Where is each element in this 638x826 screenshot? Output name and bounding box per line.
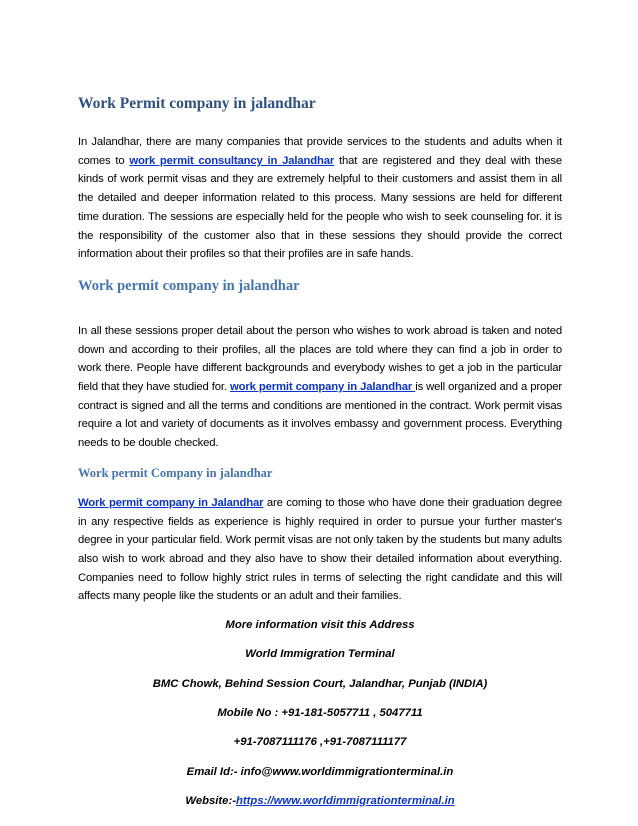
work-permit-company-link[interactable]: work permit company in Jalandhar <box>229 381 416 394</box>
website-line <box>78 791 562 820</box>
main-heading: Work Permit company in jalandhar <box>78 95 316 112</box>
paragraph-graduates-text-after: are coming to those who have done their graduation degree in any respective fields as experience is highly required in order to pursue your further master's degree in your particular field. Work permit visas are not only taken by the students but many adults also wish to work abroad and they also have to show their detailed information about everything. Companies need to follow highly strict rules in terms of selecting the right candidate and this will affects many people like the students or an adult and their families. <box>78 496 562 603</box>
paragraph-sessions <box>78 322 562 453</box>
street-address: BMC Chowk, Behind Session Court, Jalandhar, Punjab (INDIA) <box>152 677 488 690</box>
mobile-numbers: Mobile No : +91-181-5057711 , 5047711 <box>217 706 423 719</box>
section-heading-3: Work permit Company in jalandhar <box>78 465 273 480</box>
email-address: Email Id:- info@www.worldimmigrationterminal.in <box>186 765 454 778</box>
address-block <box>78 615 562 820</box>
phone-numbers: +91-7087111176 ,+91-7087111177 <box>233 736 407 749</box>
document-content <box>78 95 562 820</box>
website-label: Website:- <box>185 794 236 807</box>
company-name: World Immigration Terminal <box>245 648 395 661</box>
work-permit-company-jalandhar-link[interactable]: Work permit company in Jalandhar <box>78 496 264 509</box>
paragraph-sessions-text-after: is well organized and a proper contract is signed and all the terms and conditions are mentioned in the contract. Work permit visas require a lot and variety of documents as it involves embassy and government process. Everything needs to be double checked. <box>78 381 562 450</box>
paragraph-sessions-text-before: In all these sessions proper detail about the person who wishes to work abroad is taken and noted down and according to their profiles, all the places are told where they can find a job in order to work there. People have different backgrounds and everybody wishes to get a job in the particular field that they have studied for. <box>78 324 562 394</box>
website-link[interactable]: https://www.worldimmigrationterminal.in <box>236 794 455 807</box>
paragraph-intro-text-after: that are registered and they deal with these kinds of work permit visas and they are extremely helpful to their customers and assist them in all the detailed and deeper information related to this process. Many sessions are held for different time duration. The sessions are especially held for the people who wish to seek counseling for. it is the responsibility of the customer also that in these sessions they should provide the correct information about their profiles so that their profiles are in safe hands. <box>78 154 562 261</box>
paragraph-intro-text-before: In Jalandhar, there are many companies that provide services to the students and adults when it comes to <box>78 136 562 167</box>
address-intro: More information visit this Address <box>225 619 415 632</box>
paragraph-intro <box>78 133 562 264</box>
work-permit-consultancy-link[interactable]: work permit consultancy in Jalandhar <box>129 154 335 167</box>
paragraph-graduates <box>78 494 562 606</box>
section-heading-2: Work permit company in jalandhar <box>78 277 300 294</box>
